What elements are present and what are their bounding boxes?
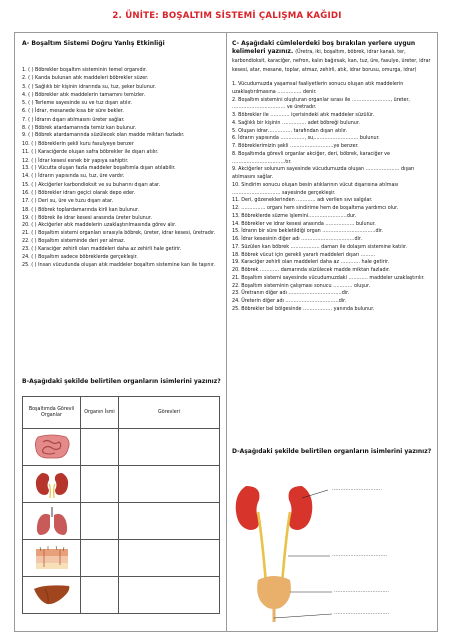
fill-blank-item[interactable]: 19. Karaciğer zehirli olan maddeleri daha az ………… hale getirir. [232,259,390,266]
organ-cell [23,577,81,614]
column-divider [226,32,227,632]
label-blank[interactable]: ………………………… [332,486,382,492]
fill-blank-item[interactable]: 13. Böbreklerde süzme işlemini……………………dur. [232,212,357,219]
fill-blank-item[interactable]: 7. Böbreklerimizin şekli ………………………ye benzer. [232,143,359,149]
skin-icon [32,543,72,573]
fill-blank-item[interactable]: 16. İdrar kesesinin diğer adı ……………………………dir. [232,236,362,242]
true-false-item[interactable]: 19. ( ) Böbrek ile idrar kesesi arasında üreter bulunur. [22,214,152,221]
fill-blank-item[interactable]: 25. Böbrekler bel bölgesinde ……………… yanında bulunur. [232,305,375,312]
fill-blank-item[interactable]: 21. Boşaltım sistemi sayesinde vücudumuzdaki ………… maddeler uzaklaştırılır. [232,274,425,281]
header-organs: Boşaltımda Görevli Organlar [23,397,81,429]
section-a-title: A- Boşaltım Sistemi Doğru Yanlış Etkinliği [22,40,165,47]
true-false-item[interactable]: 3. ( ) Sağlıklı bir kişinin idrarında su, tuz, şeker bulunur. [22,83,156,90]
true-false-item[interactable]: 14. ( ) İdrarın yapısında su, tuz, üre vardır. [22,173,125,180]
fill-blank-item[interactable]: 22. Boşaltım sisteminin çalışması sonucu ………… oluşur. [232,282,371,289]
section-c-list [232,81,434,314]
organ-name-cell[interactable] [81,540,119,577]
true-false-item[interactable]: 13. ( ) Vücutta oluşan fazla maddeler boşaltımla dışarı atılabilir. [22,164,176,171]
true-false-item[interactable]: 12. ( ) İdrar kesesi esnek bir yapıya sahiptir. [22,157,129,164]
page-title: 2. ÜNİTE: BOŞALTIM SİSTEMİ ÇALIŞMA KAĞIDI [112,11,342,21]
fill-blank-item[interactable]: 14. Böbrekler ve idrar kesesi arasında ……………… bulunur. [232,220,376,227]
fill-blank-item[interactable]: 8. Boşaltımda görevli organlar akciğer, deri, böbrek, karaciğer ve ……………………………tır. [232,150,390,165]
true-false-item[interactable]: 22. ( ) Boşaltım sisteminde deri yer almaz. [22,238,126,245]
organ-table-header [23,397,220,429]
fill-blank-item[interactable]: 24. Üreterin diğer adı ……………………………dir. [232,298,347,304]
fill-blank-item[interactable]: 5. Oluşan idrar…………… tarafından dışarı atılır. [232,127,348,134]
organ-duty-cell[interactable] [119,503,220,540]
true-false-item[interactable]: 16. ( ) Böbrekler idrarı geçici olarak depo eder. [22,190,136,197]
true-false-item[interactable]: 10. ( ) Böbreklerin şekli kuru fasulyeye benzer [22,140,134,147]
organ-duty-cell[interactable] [119,466,220,503]
fill-blank-item[interactable]: 4. Sağlıklı bir kişinin …………… adet böbreği bulunur. [232,119,360,126]
intestine-icon [30,432,74,462]
fill-blank-item[interactable]: 2. Boşaltım sistemini oluşturan organlar sırası ile ……………………, üreter, …………………………… ve üretradır. [232,96,410,111]
true-false-item[interactable]: 7. ( ) İdrarın dışarı atılmasını üreter sağlar. [22,116,125,123]
organ-name-cell[interactable] [81,503,119,540]
section-c-title-text: C- Aşağıdaki cümlelerdeki boş bırakılan yerlere uygun kelimeleri yazınız. [232,40,416,55]
right-column [232,40,434,314]
organ-cell [23,466,81,503]
liver-icon [31,581,73,609]
fill-blank-item[interactable]: 1. Vücudumuzda yaşamsal faaliyetlerin sonucu oluşan atık maddelerin uzaklaştırılmasına …………… denir. [232,81,404,95]
true-false-item[interactable]: 5. ( ) Terleme sayesinde su ve tuz dışarı atılır. [22,100,132,107]
organ-cell [23,503,81,540]
label-blank[interactable]: …………………………… [334,588,389,594]
fill-blank-item[interactable]: 17. Süzülen kan böbrek ……………… damarı ile dolaşım sistemine katılır. [232,243,408,250]
true-false-item[interactable]: 9. ( ) Böbrek atardamarında süzülecek olan madde miktarı fazladır. [22,132,185,139]
organ-name-cell[interactable] [81,577,119,614]
true-false-item[interactable]: 6. ( ) İdrar, mesanede kısa bir süre bekler. [22,108,124,115]
true-false-item[interactable]: 4. ( ) Böbrekler atık maddelerin tamamını temizler. [22,91,146,98]
organ-duty-cell[interactable] [119,540,220,577]
section-a-list [22,66,222,269]
label-blank[interactable]: …………………………… [334,610,389,616]
true-false-item[interactable]: 18. ( ) Böbrek toplardamarında kirli kan bulunur. [22,206,140,213]
fill-blank-item[interactable]: 10. Sindirim sonucu oluşan besin atıklarının vücut dışarısına atılması ………………………… sayesinde gerçekleşir. [232,181,399,196]
fill-blank-item[interactable]: 18. Böbrek vücut için gerekli yararlı maddeleri dışarı ……… [232,251,376,258]
true-false-item[interactable]: 20. ( ) Akciğerler atık maddelerin uzaklaştırılmasında görev alır. [22,222,177,229]
fill-blank-item[interactable]: 11. Deri, gözeneklerinden ………… adı verilen sıvı salgılar. [232,197,373,204]
true-false-item[interactable]: 25. ( ) İnsan vücudunda oluşan atık maddeler boşaltım sistemine kan ile taşınır. [22,261,215,268]
fill-blank-item[interactable]: 15. İdrarın bir süre bekletildiği organ ……………………………dir. [232,228,384,235]
true-false-item[interactable]: 21. ( ) Boşaltım sistemi organları sırasıyla böbrek, üreter, idrar kesesi, üretradır. [22,229,216,236]
fill-blank-item[interactable]: 12. …………… organı hem sindirime hem de boşaltıma yardımcı olur. [232,205,399,211]
lungs-icon [32,505,72,537]
fill-blank-item[interactable]: 3. Böbrekler ile ………… içerisindeki atık maddeler süzülür. [232,112,375,118]
fill-blank-item[interactable]: 6. İdrarın yapısında ……………, su,……………………… bulunur. [232,135,380,142]
true-false-item[interactable]: 24. ( ) Boşaltım sadece böbreklerde gerçekleşir. [22,254,138,261]
true-false-item[interactable]: 23. ( ) Karaciğer zehirli olan maddeleri daha az zehirli hale getirir. [22,245,182,252]
urinary-system-icon [232,476,432,626]
fill-blank-item[interactable]: 23. Üretranın diğer adı ……………………………dir. [232,290,350,297]
true-false-item[interactable]: 2. ( ) Kanda bulunan atık maddeleri böbrekler süzer. [22,75,149,82]
true-false-item[interactable]: 1. ( ) Böbrekler boşaltım sisteminin temel organıdır. [22,67,147,73]
true-false-item[interactable]: 17. ( ) Deri su, üre ve tuzu dışarı atar. [22,198,114,205]
left-column [22,40,222,269]
organ-cell [23,540,81,577]
fill-blank-item[interactable]: 9. Akciğerler solunum sayesinde vücudumuzda oluşan ………………… dışarı atılmasını sağlar. [232,166,415,180]
table-row [23,540,220,577]
table-row [23,503,220,540]
organ-cell [23,429,81,466]
header-organ-name: Organın İsmi [81,397,119,429]
header-duties: Görevleri [119,397,220,429]
kidney-icon [32,469,72,499]
section-d-title: D-Aşağıdaki şekilde belirtilen organların isimlerini yazınız? [232,448,432,455]
section-c-hint: (Üretra, iki, boşaltım, böbrek, idrar kanalı, ter, karbondioksit, karaciğer, nefron, kalın bağırsak, kan, tuz, üre, fasulye, üreter, idrar kesesi, atar, mesane, toplar, atmaz, zehirli, atık, idrar borusu, omurga, idrar) [232,50,431,73]
section-b-title: B-Aşağıdaki şekilde belirtilen organların isimlerini yazınız? [22,378,221,385]
organ-name-cell[interactable] [81,429,119,466]
urinary-figure [232,476,432,626]
organ-name-cell[interactable] [81,466,119,503]
true-false-item[interactable]: 11. ( ) Karaciğerde oluşan safra böbrekler ile dışarı atılır. [22,149,159,156]
organ-duty-cell[interactable] [119,429,220,466]
true-false-item[interactable]: 8. ( ) Böbrek atardamarında temiz kan bulunur. [22,125,137,132]
true-false-item[interactable]: 15. ( ) Akciğerler karbondioksit ve su buharını dışarı atar. [22,181,161,188]
table-row [23,577,220,614]
table-row [23,429,220,466]
section-c-title [232,40,434,75]
table-row [23,466,220,503]
label-blank[interactable]: …………………………… [332,552,387,558]
organ-table [22,396,220,614]
organ-duty-cell[interactable] [119,577,220,614]
fill-blank-item[interactable]: 20. Böbrek ………… damarında süzülecek madde miktarı fazladır. [232,267,390,273]
